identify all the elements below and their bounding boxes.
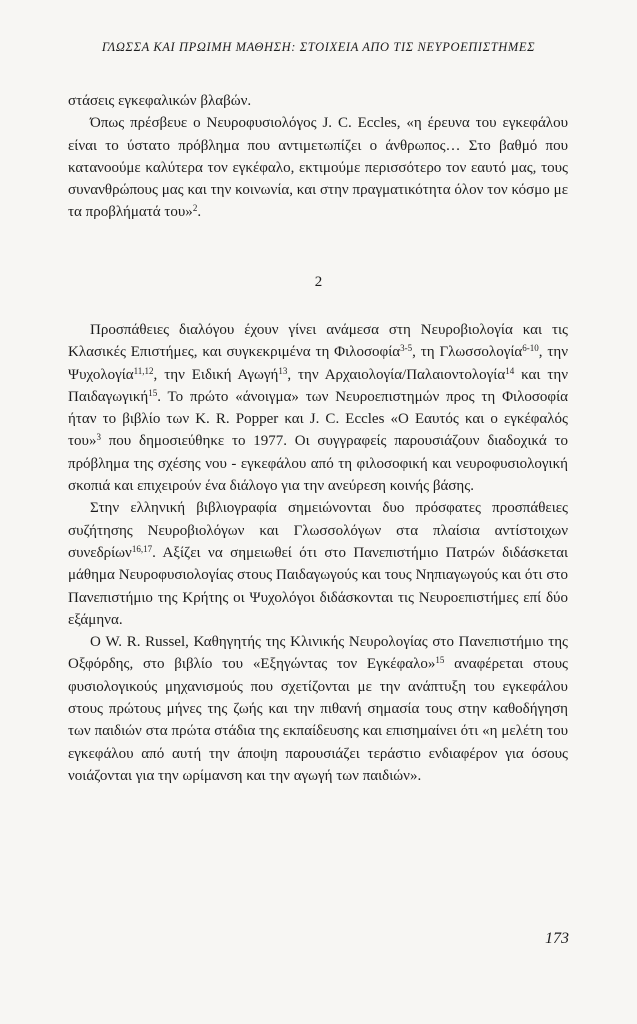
text-run: , την Ειδική Αγωγή [153,366,279,383]
section-number: 2 [314,274,323,290]
footnote-ref: 2 [192,203,198,214]
footnote-ref: 13 [278,365,288,376]
text-run: . Το πρώτο «άνοιγμα» των Νευροεπιστημών προς τη Φιλοσοφία ήταν το βιβλίο των K. R. Popper και J. C. Eccles «Ο Εαυτός και ο εγκέφαλός του» [68,388,568,450]
text-run: Ο W. R. Russel, Καθηγητής της Κλινικής Νευρολογίας στο Πανεπιστήμιο της Οξφόρδης, στο βιβλίο του «Εξηγώντας τον Εγκέφαλο» [68,634,568,673]
paragraph-russel [68,631,568,787]
text-run: , την Ψυχολογία [68,344,568,383]
page-number: 173 [545,930,569,947]
top-text-block [68,90,568,224]
quote-text: Όπως πρέσβευε ο Νευροφυσιολόγος J. C. Eccles, «η έρευνα του εγκεφάλου είναι το ύστατο πρόβλημα που αντιμετωπίζει ο άνθρωπος… Στο βαθμό που κατανοούμε καλύτερα τον εγκέφαλο, εκτιμούμε περισσότερο τον εαυτό μας, τους συνανθρώπους μας και την κοινωνία, και στην πραγματικότητα όλον τον κόσμο με τα προβλήματά του» [68,115,568,221]
footnote-ref: 11,12 [133,365,154,376]
paragraph-dialogue [68,319,568,497]
text-run: Προσπάθειες διαλόγου έχουν γίνει ανάμεσα στη Νευροβιολογία και τις Κλασικές Επιστήμες, και συγκεκριμένα τη Φιλοσοφία [68,322,568,361]
footnote-ref: 16,17 [131,544,153,555]
text-run: αναφέρεται στους φυσιολογικούς μηχανισμούς που σχετίζονται με την ανάπτυξη του εγκεφάλου στους πρώτους μήνες της ζωής και την πιθανή σημασία τους στην καθοδήγηση των παιδιών στα πρώτα στάδια της εκπαίδευσης και επισημαίνει ότι «η μελέτη του εγκεφάλου από αυτή την άποψη παρουσιάζει τεράστιο ενδιαφέρον για όσους νοιάζονται για την ωρίμανση και την αγωγή των παιδιών». [68,656,568,784]
running-header: ΓΛΩΣΣΑ ΚΑΙ ΠΡΩΙΜΗ ΜΑΘΗΣΗ: ΣΤΟΙΧΕΙΑ ΑΠΟ ΤΙΣ ΝΕΥΡΟΕΠΙΣΤΗΜΕΣ [101,40,536,54]
footnote-ref: 14 [505,365,515,376]
quote-end: . [197,204,202,221]
paragraph-greek-bibliography [68,497,568,631]
paragraph-eccles-quote [68,112,568,223]
paragraph-continuation: στάσεις εγκεφαλικών βλαβών. [68,93,252,109]
text-run: που δημοσιεύθηκε το 1977. Οι συγγραφείς παρουσιάζουν διαδοχικά το πρόβλημα της σχέσης νου - εγκεφάλου από τη φιλοσοφική και νευροφυσιολογική σκοπιά και επιχειρούν ένα διάλογο για την ανεύρεση κοινής βάσης. [68,433,568,495]
footnote-ref: 6-10 [522,343,539,354]
footnote-ref: 3 [96,432,101,443]
footnote-ref: 15 [148,387,158,398]
main-text-block [68,319,568,787]
footnote-ref: 3-5 [400,343,413,354]
text-run: Στην ελληνική βιβλιογραφία σημειώνονται δυο πρόσφατες προσπάθειες συζήτησης Νευροβιολόγων και Γλωσσολόγων στα πλαίσια αντίστοιχων συνεδρίων [68,500,568,561]
footnote-ref: 15 [435,655,445,666]
text-run: , τη Γλωσσολογία [412,344,523,361]
text-run: . Αξίζει να σημειωθεί ότι στο Πανεπιστήμιο Πατρών διδάσκεται μάθημα Νευροφυσιολογίας στους Παιδαγωγούς και τους Νηπιαγωγούς και ότι στο Πανεπιστήμιο της Κρήτης οι Ψυχολόγοι διδάσκονται τις Νευροεπιστήμες επί δύο εξάμηνα. [68,544,568,628]
text-run: και την Παιδαγωγική [68,366,568,405]
text-run: , την Αρχαιολογία/Παλαιοντολογία [287,366,506,383]
